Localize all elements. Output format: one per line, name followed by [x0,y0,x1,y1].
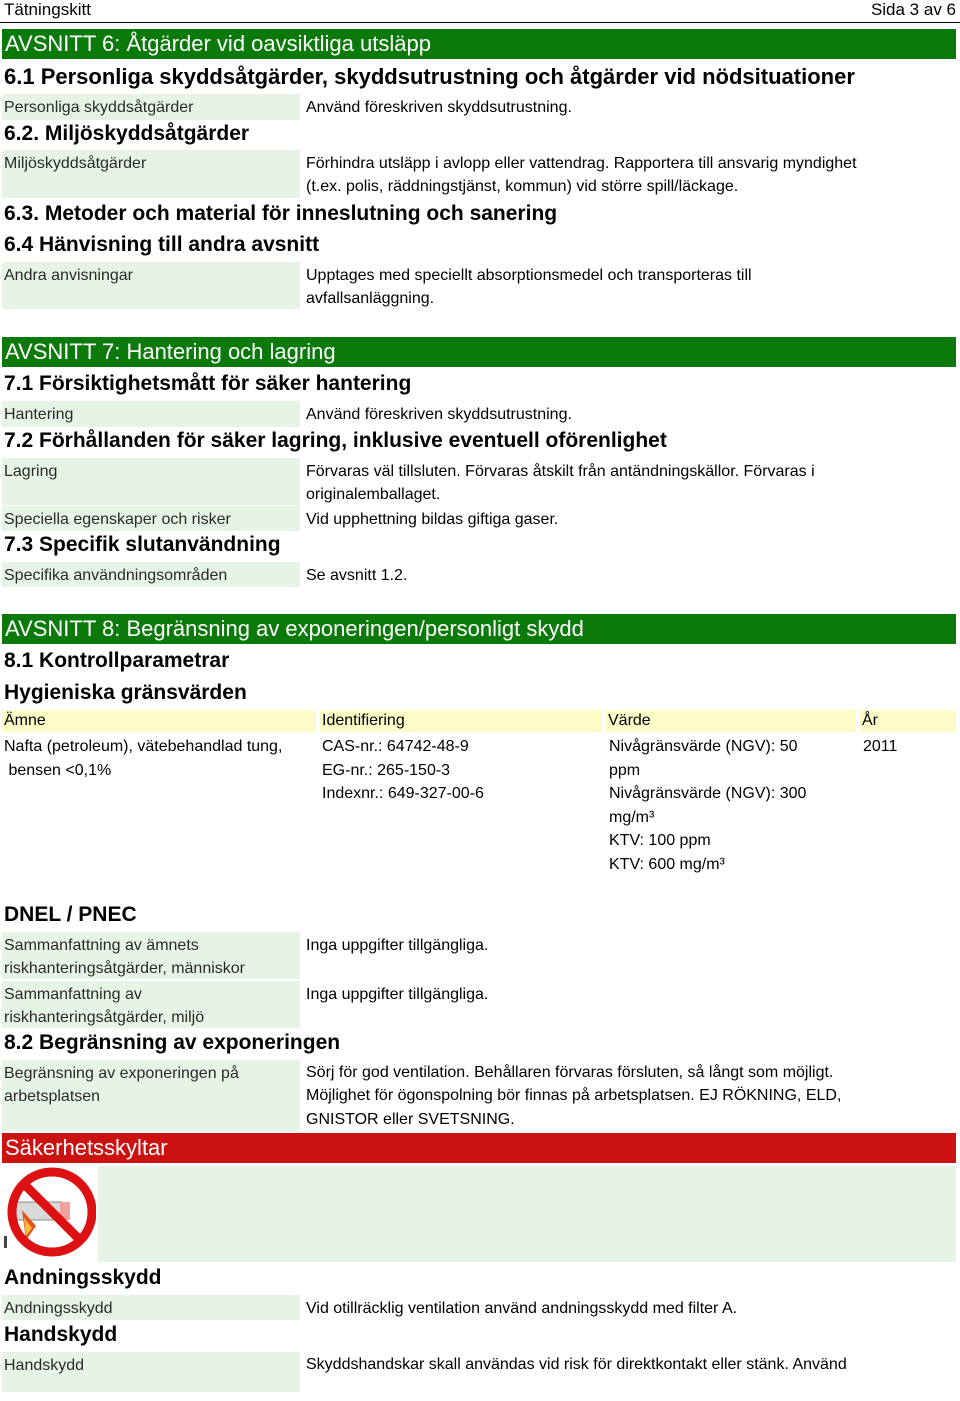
table-header-substance: Ämne [2,710,316,732]
heading-7-3: 7.3 Specifik slutanvändning [4,533,281,556]
heading-6-4: 6.4 Hänvisning till andra avsnitt [4,233,320,256]
table-cell-value-5: KTV: 100 ppm [609,832,711,849]
value-workplace-exposure-2: Möjlighet för ögonspolning bör finnas på arbetsplatsen. EJ RÖKNING, ELD, [306,1087,842,1104]
value-personal-protection: Använd föreskriven skyddsutrustning. [306,99,572,116]
label-workplace-exposure-pad [2,1107,300,1131]
heading-hygienic-limits: Hygieniska gränsvärden [4,681,247,704]
label-environmental-protection: Miljöskyddsåtgärder [2,150,300,198]
heading-6-3: 6.3. Metoder och material för inneslutning och sanering [4,202,558,225]
no-smoking-no-fire-sign-icon [2,1166,96,1262]
value-summary-environment: Inga uppgifter tillgängliga. [306,986,489,1003]
label-summary-environment-1: Sammanfattning av [4,986,142,1003]
table-header-year: År [860,710,956,732]
value-breathing-protection: Vid otillräcklig ventilation använd andningsskydd med filter A. [306,1300,738,1317]
table-cell-substance-1: Nafta (petroleum), vätebehandlad tung, [4,738,283,755]
section-6-title: AVSNITT 6: Åtgärder vid oavsiktliga utsläpp [2,29,956,59]
header-divider [0,22,960,23]
value-environmental-protection-1: Förhindra utsläpp i avlopp eller vattendrag. Rapportera till ansvarig myndighet [306,155,857,172]
label-summary-humans-1: Sammanfattning av ämnets [4,937,199,954]
value-summary-humans: Inga uppgifter tillgängliga. [306,937,489,954]
value-other-instructions-2: avfallsanläggning. [306,290,435,307]
value-hand-protection: Skyddshandskar skall användas vid risk för direktkontakt eller stänk. Använd [306,1356,847,1373]
value-storage-2: originalemballaget. [306,486,441,503]
heading-dnel-pnec: DNEL / PNEC [4,903,137,926]
heading-breathing-protection: Andningsskydd [4,1266,162,1289]
label-summary-environment [2,981,300,1028]
heading-hand-protection: Handskydd [4,1323,118,1346]
heading-6-2: 6.2. Miljöskyddsåtgärder [4,122,250,145]
heading-8-1: 8.1 Kontrollparametrar [4,649,230,672]
heading-8-2: 8.2 Begränsning av exponeringen [4,1031,341,1054]
value-handling: Använd föreskriven skyddsutrustning. [306,406,572,423]
label-hand-protection: Handskydd [2,1352,300,1392]
table-header-value: Värde [606,710,856,732]
table-cell-substance-2: bensen <0,1% [4,762,112,779]
table-header-identification: Identifiering [320,710,602,732]
table-cell-cas: CAS-nr.: 64742-48-9 [322,738,469,755]
label-summary-humans-2: riskhanteringsåtgärder, människor [4,960,246,977]
table-cell-eg: EG-nr.: 265-150-3 [322,762,451,779]
table-cell-value-4: mg/m³ [609,809,655,826]
section-8-title: AVSNITT 8: Begränsning av exponeringen/personligt skydd [2,614,956,644]
table-cell-index: Indexnr.: 649-327-00-6 [322,785,484,802]
label-handling: Hantering [2,401,300,427]
page-number: Sida 3 av 6 [870,0,956,19]
table-cell-value-2: ppm [609,762,641,779]
heading-7-2: 7.2 Förhållanden för säker lagring, inklusive eventuell oförenlighet [4,429,667,452]
safety-signs-title: Säkerhetsskyltar [2,1133,956,1163]
label-workplace-exposure-2: arbetsplatsen [4,1088,101,1105]
table-cell-year: 2011 [863,738,898,755]
value-other-instructions-1: Upptages med speciellt absorptionsmedel och transporteras till [306,267,752,284]
value-workplace-exposure-3: GNISTOR eller SVETSNING. [306,1111,515,1128]
heading-6-1: 6.1 Personliga skyddsåtgärder, skyddsutrustning och åtgärder vid nödsituationer [4,64,855,89]
label-breathing-protection: Andningsskydd [2,1295,300,1320]
value-specific-uses: Se avsnitt 1.2. [306,567,408,584]
label-other-instructions: Andra anvisningar [2,262,300,309]
safety-signs-area [98,1166,956,1262]
table-cell-value-6: KTV: 600 mg/m³ [609,856,725,873]
label-workplace-exposure-1: Begränsning av exponeringen på [4,1065,239,1082]
document-title: Tätningskitt [4,0,91,19]
value-special-properties: Vid upphettning bildas giftiga gaser. [306,511,559,528]
section-7-title: AVSNITT 7: Hantering och lagring [2,337,956,367]
label-personal-protection: Personliga skyddsåtgärder [2,94,300,120]
label-specific-uses: Specifika användningsområden [2,562,300,587]
heading-7-1: 7.1 Försiktighetsmått för säker hantering [4,372,412,395]
table-cell-value-3: Nivågränsvärde (NGV): 300 [609,785,807,802]
label-workplace-exposure [2,1060,300,1107]
label-special-properties: Speciella egenskaper och risker [2,506,300,531]
table-cell-value-1: Nivågränsvärde (NGV): 50 [609,738,798,755]
label-summary-environment-2: riskhanteringsåtgärder, miljö [4,1009,205,1026]
label-storage: Lagring [2,458,300,505]
value-environmental-protection-2: (t.ex. polis, räddningstjänst, kommun) vid större spill/läckage. [306,178,739,195]
value-storage-1: Förvaras väl tillsluten. Förvaras åtskilt från antändningskällor. Förvaras i [306,463,815,480]
label-summary-humans [2,932,300,979]
value-workplace-exposure-1: Sörj för god ventilation. Behållaren förvaras försluten, så långt som möjligt. [306,1064,834,1081]
